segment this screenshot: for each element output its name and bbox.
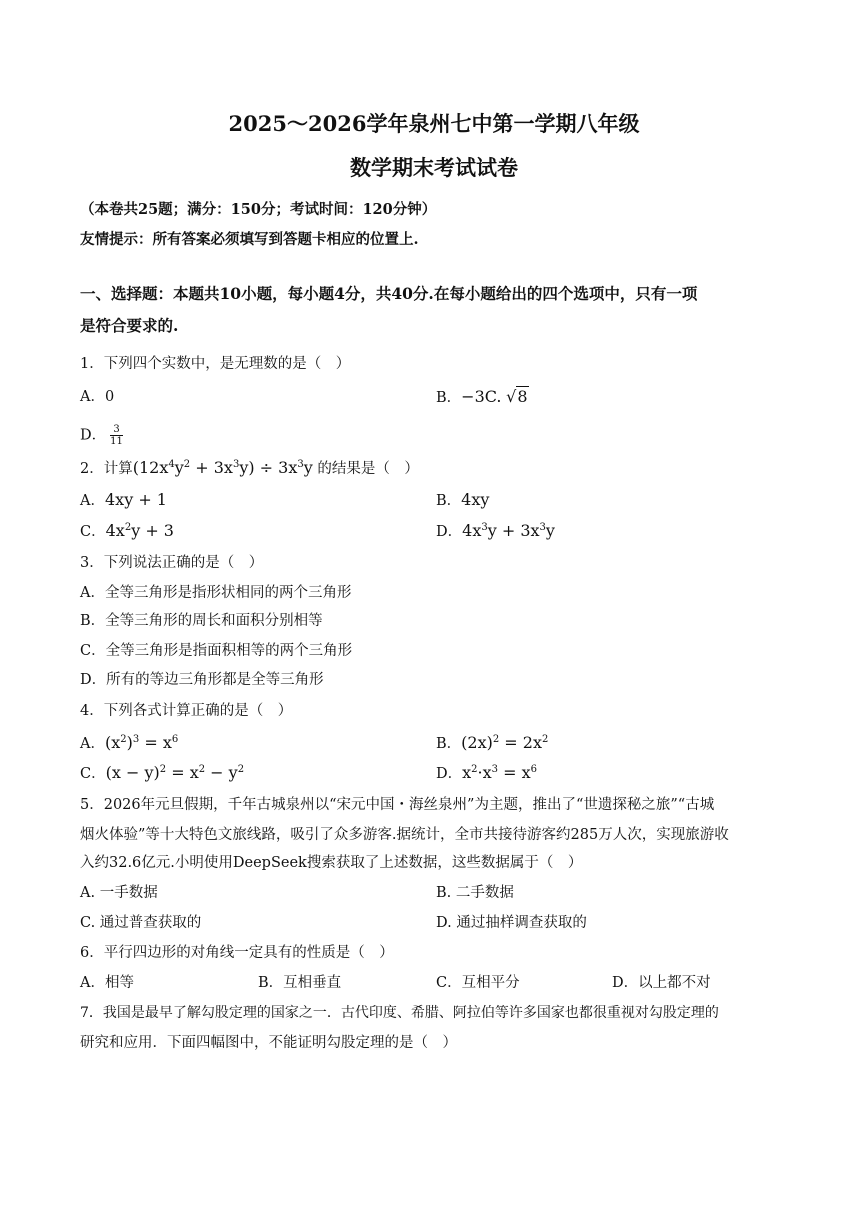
q3-option-b: B．全等三角形的周长和面积分别相等: [80, 613, 323, 629]
q1-fraction: [110, 424, 123, 447]
q4-option-a: [80, 733, 178, 754]
q3-option-c: C．全等三角形是指面积相等的两个三角形: [80, 643, 353, 659]
friendly-tip: 友情提示：所有答案必须填写到答题卡相应的位置上.: [80, 231, 419, 248]
q2-option-c-prefix: C．: [80, 524, 106, 540]
section-heading-line1: 一、选择题：本题共10小题，每小题4分，共40分.在每小题给出的四个选项中，只有一项: [80, 284, 698, 303]
fraction-numerator: 3: [110, 424, 123, 436]
q5-option-d: D. 通过抽样调查获取的: [436, 915, 587, 931]
q5-option-a: A. 一手数据: [80, 885, 158, 901]
q2-option-b-prefix: B．: [436, 493, 462, 509]
q4-option-b-prefix: B．: [436, 736, 462, 752]
q2-option-a-math: 4xy + 1: [104, 490, 167, 509]
q2-option-d: [436, 521, 555, 542]
q2-stem-prefix: 2．计算: [80, 461, 133, 477]
q1-option-b-prefix: B．: [436, 390, 462, 406]
q7-stem-line2: 研究和应用．下面四幅图中，不能证明勾股定理的是（ ）: [80, 1035, 457, 1051]
q6-stem: 6．平行四边形的对角线一定具有的性质是（ ）: [80, 945, 394, 961]
q5-stem-line1: 5．2026年元旦假期，千年古城泉州以“宋元中国・海丝泉州”为主题，推出了“世遗探秘之旅”“古城: [80, 797, 715, 813]
exam-info: （本卷共25题；满分：150分；考试时间：120分钟）: [80, 201, 437, 218]
q1-option-d-prefix: D．: [80, 427, 107, 444]
q3-option-a: A．全等三角形是指形状相同的两个三角形: [80, 585, 352, 601]
q7-stem-line1: 7．我国是最早了解勾股定理的国家之一．古代印度、希腊、阿拉伯等许多国家也都很重视对勾股定理的: [80, 1005, 719, 1021]
q3-option-d: D．所有的等边三角形都是全等三角形: [80, 672, 324, 688]
q4-option-d-math: $x^2\cdot x^3 = x^6$: [462, 763, 538, 782]
q2-option-b: [436, 490, 489, 511]
sqrt-symbol: √: [506, 387, 517, 406]
q5-option-c: C. 通过普查获取的: [80, 915, 202, 931]
q6-option-c: C．互相平分: [436, 975, 520, 991]
q2-option-a: [80, 490, 167, 511]
q1-stem: 1．下列四个实数中，是无理数的是（ ）: [80, 356, 351, 372]
q2-stem: [80, 458, 419, 479]
q2-option-a-prefix: A．: [80, 493, 105, 509]
sqrt-radicand: 8: [517, 387, 528, 406]
exam-title: 2025～2026学年泉州七中第一学期八年级: [228, 111, 640, 136]
q6-option-a: A．相等: [80, 975, 134, 991]
q4-option-b: [436, 733, 548, 754]
section-heading-line2: 是符合要求的.: [80, 316, 179, 335]
q4-option-b-math: $(2x)^2 = 2x^2$: [461, 733, 549, 752]
fraction-denominator: 11: [110, 436, 123, 447]
q6-option-d: D．以上都不对: [612, 975, 711, 991]
exam-subtitle: 数学期末考试试卷: [350, 155, 518, 180]
q4-option-c-prefix: C．: [80, 766, 106, 782]
q5-option-b: B. 二手数据: [436, 885, 514, 901]
q4-option-a-math: $(x^2)^3 = x^6$: [104, 733, 179, 752]
q6-option-b: B．互相垂直: [258, 975, 342, 991]
q1-option-b-math: −3C.: [461, 387, 502, 406]
q4-option-d-prefix: D．: [436, 766, 463, 782]
q5-stem-line2: 烟火体验”等十大特色文旅线路，吸引了众多游客.据统计，全市共接待游客约285万人次，实现旅游收: [80, 827, 729, 843]
q4-option-c-math: $(x - y)^2 = x^2 - y^2$: [105, 763, 245, 782]
q1-option-d: [80, 424, 123, 447]
q1-sqrt: [506, 386, 528, 406]
q1-option-a: A．0: [80, 389, 115, 405]
q4-option-a-prefix: A．: [80, 736, 105, 752]
q2-option-c-math: $4x^2y + 3$: [105, 521, 174, 540]
q4-option-d: [436, 763, 537, 784]
q2-stem-suffix: 的结果是（ ）: [317, 461, 419, 477]
q5-stem-line3: 入约32.6亿元.小明使用DeepSeek搜索获取了上述数据，这些数据属于（ ）: [80, 855, 583, 871]
q4-option-c: [80, 763, 244, 784]
q2-option-c: [80, 521, 174, 542]
q2-option-d-math: $4x^3y + 3x^3y$: [462, 521, 555, 540]
q4-stem: 4．下列各式计算正确的是（ ）: [80, 703, 293, 719]
q2-option-b-math: 4xy: [461, 490, 490, 509]
q1-option-b: [436, 387, 529, 408]
q2-expression: $(12x^4y^2 + 3x^3y) \div 3x^3y$: [132, 458, 313, 477]
q2-option-d-prefix: D．: [436, 524, 463, 540]
q3-stem: 3．下列说法正确的是（ ）: [80, 555, 264, 571]
